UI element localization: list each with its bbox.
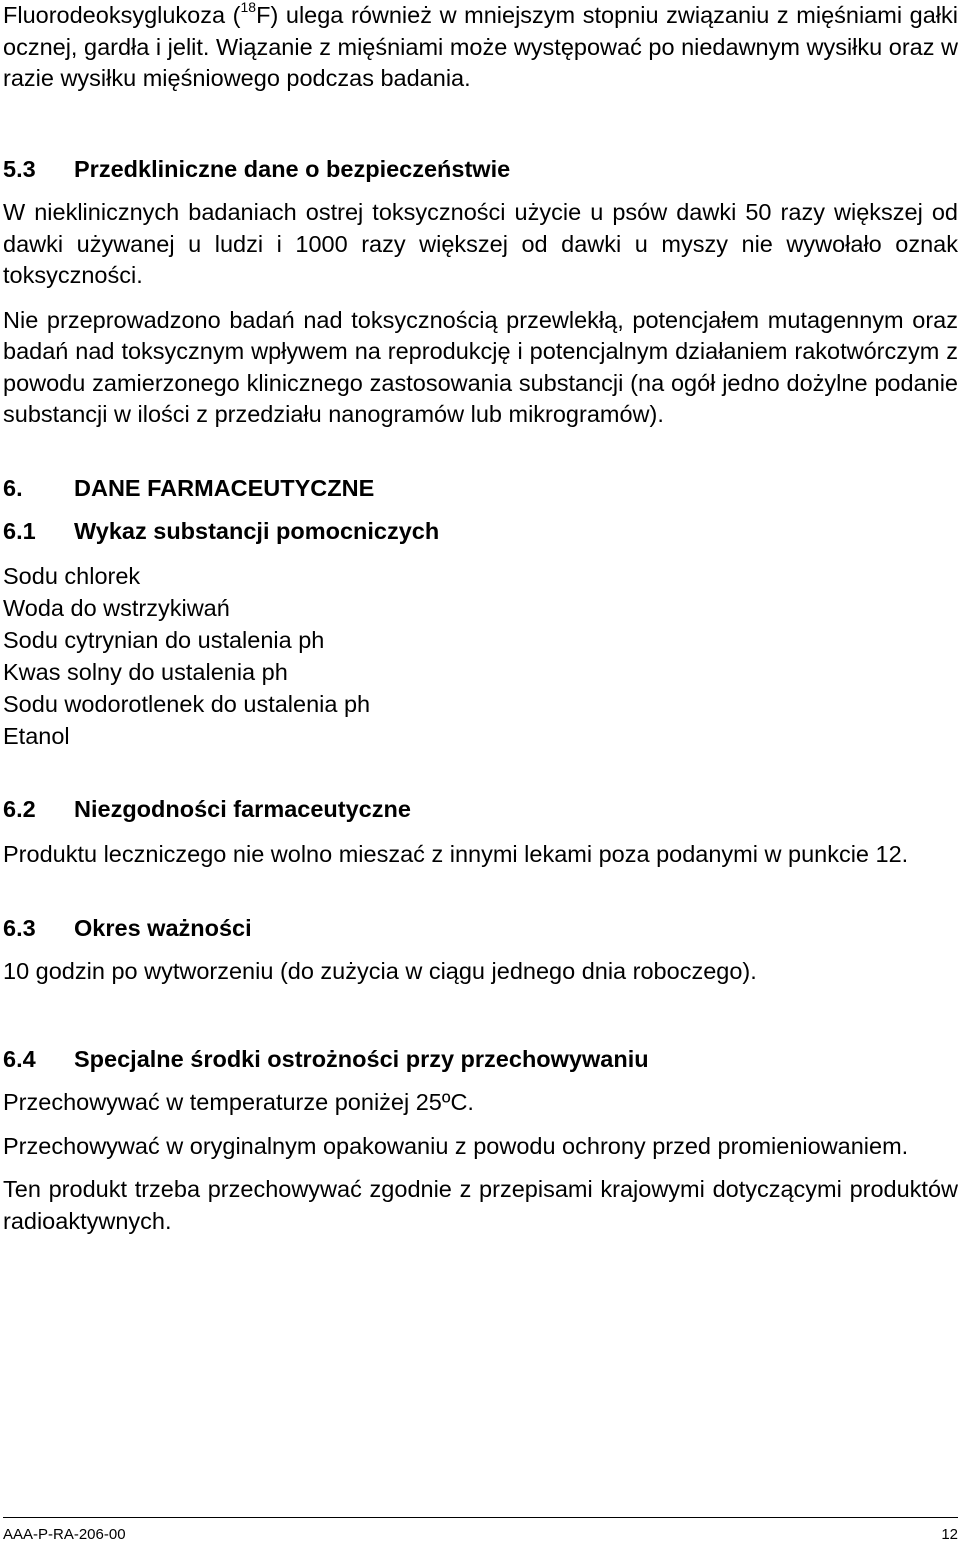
- section-title: DANE FARMACEUTYCZNE: [74, 474, 375, 501]
- intro-text-pre: Fluorodeoksyglukoza (: [3, 2, 241, 28]
- page-number: 12: [941, 1526, 958, 1543]
- intro-paragraph: [3, 0, 958, 95]
- isotope-superscript: 18: [240, 0, 257, 16]
- section-title: Niezgodności farmaceutyczne: [74, 795, 411, 822]
- section-6-4-heading: [3, 1044, 958, 1076]
- page-footer: [3, 1517, 958, 1544]
- section-title: Wykaz substancji pomocniczych: [74, 518, 440, 544]
- section-title: Specjalne środki ostrożności przy przechowywaniu: [74, 1045, 649, 1072]
- section-number: 6.4: [3, 1045, 36, 1072]
- section-5-3-heading: [3, 154, 958, 186]
- document-code: AAA-P-RA-206-00: [3, 1526, 126, 1543]
- section-5-3-paragraph-1: W nieklinicznych badaniach ostrej toksyczności użycie u psów dawki 50 razy większej od dawki używanej u ludzi i 1000 razy większej od dawki u myszy nie wywołało oznak toksyczności.: [3, 199, 958, 288]
- section-6-2-paragraph: Produktu leczniczego nie wolno mieszać z innymi lekami poza podanymi w punkcie 12.: [3, 841, 909, 867]
- document-page: [3, 0, 958, 1237]
- section-number: 6.3: [3, 914, 36, 941]
- list-item: Kwas solny do ustalenia ph: [3, 658, 288, 685]
- excipient-list: [3, 560, 958, 752]
- section-6-4-paragraph-1: Przechowywać w temperaturze poniżej 25ºC.: [3, 1089, 474, 1115]
- section-6-3-paragraph: 10 godzin po wytworzeniu (do zużycia w ciągu jednego dnia roboczego).: [3, 958, 757, 984]
- list-item: Woda do wstrzykiwań: [3, 594, 230, 621]
- section-6-4-paragraph-3: Ten produkt trzeba przechowywać zgodnie z przepisami krajowymi dotyczącymi produktów radioaktywnych.: [3, 1176, 958, 1234]
- list-item: Sodu chlorek: [3, 562, 141, 589]
- section-number: 5.3: [3, 155, 36, 182]
- list-item: Etanol: [3, 722, 70, 749]
- section-6-1-heading: [3, 516, 958, 548]
- section-number: 6.1: [3, 518, 36, 544]
- section-number: 6.2: [3, 795, 36, 822]
- list-item: Sodu cytrynian do ustalenia ph: [3, 626, 325, 653]
- section-number: 6.: [3, 474, 23, 501]
- list-item: Sodu wodorotlenek do ustalenia ph: [3, 690, 371, 717]
- section-5-3-paragraph-2: Nie przeprowadzono badań nad toksycznością przewlekłą, potencjałem mutagennym oraz badań nad toksycznym wpływem na reprodukcję i potencjalnym działaniem rakotwórczym z powodu zamierzonego klinicznego zastosowania substancji (na ogół jedno dożylne podanie substancji w ilości z przedziału nanogramów lub mikrogramów).: [3, 306, 958, 427]
- section-6-3-heading: [3, 913, 958, 945]
- section-6-4-paragraph-2: Przechowywać w oryginalnym opakowaniu z powodu ochrony przed promieniowaniem.: [3, 1132, 909, 1159]
- section-6-heading: [3, 473, 958, 505]
- section-6-2-heading: [3, 794, 958, 826]
- intro-text-post: F) ulega również w mniejszym stopniu związaniu z mięśniami gałki ocznej, gardła i jelit. Wiązanie z mięśniami może występować po niedawnym wysiłku oraz w razie wysiłku mięśniowego podczas badania.: [3, 2, 958, 91]
- section-title: Okres ważności: [74, 914, 252, 941]
- section-title: Przedkliniczne dane o bezpieczeństwie: [74, 155, 511, 182]
